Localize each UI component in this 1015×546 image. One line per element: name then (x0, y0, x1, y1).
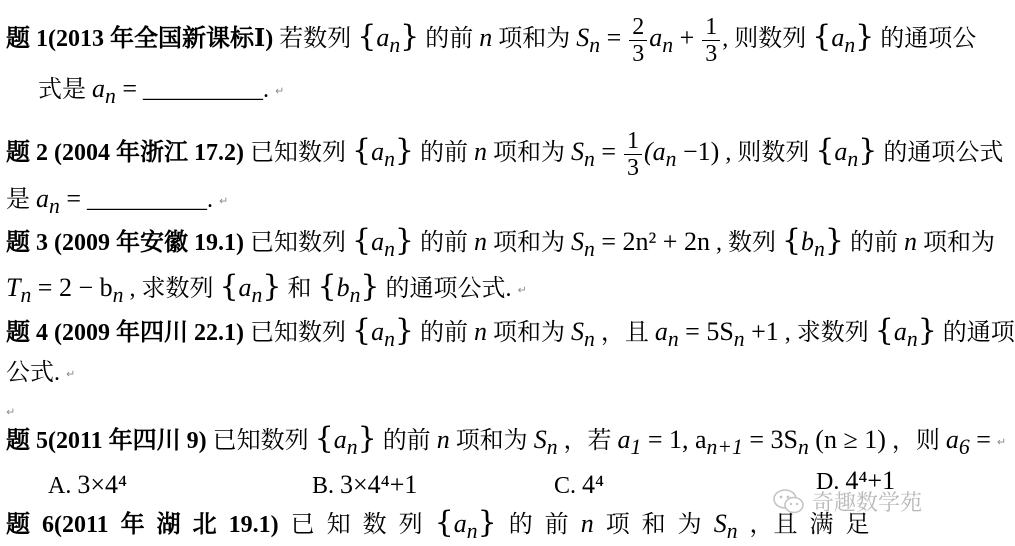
paragraph-mark: ↵ (275, 84, 285, 98)
answer-a-n: $a_n$ = (92, 74, 137, 109)
option-a-expr: 3×4⁴ (77, 470, 128, 499)
problem-1-text-e: 的通项公 (880, 26, 977, 53)
problem-4-text-f: 的通项 (942, 320, 1015, 346)
problem-4-text-d: ，且 (600, 320, 649, 346)
option-a (48, 470, 127, 501)
sequence-a-n: $\{a_n\}$ (314, 421, 377, 460)
problem-1-line-1 (6, 14, 976, 67)
variable-n: n (580, 509, 594, 538)
target-a6: $a_6$ = (945, 425, 991, 460)
option-c-expr: 4⁴ (582, 470, 605, 499)
paragraph-mark: ↵ (6, 405, 16, 419)
problem-4-text-e: , 求数列 (784, 320, 869, 346)
option-b (312, 470, 417, 501)
problem-5-label: 题 5(2011 年四川 9) (6, 428, 207, 454)
sequence-a-n: $\{a_n\}$ (351, 133, 414, 172)
problem-1-label: 题 1(2013 年全国新课标Ⅰ) (6, 26, 274, 53)
wechat-icon (772, 488, 806, 516)
watermark-text: 奇趣数学苑 (812, 491, 923, 516)
problem-1-text-b: 的前 (425, 26, 474, 53)
problem-3-line-2 (6, 269, 527, 310)
answer-a-n: $a_n$ = (36, 184, 81, 219)
term-a-n: $a_n$ + (649, 23, 695, 58)
problem-6-text-d: ，且 满 足 (749, 512, 870, 538)
sequence-a-n: $\{a_n\}$ (357, 19, 420, 58)
paragraph-mark: ↵ (517, 283, 527, 297)
problem-2-line-2 (6, 184, 228, 221)
answer-blank: __________. (87, 187, 213, 213)
problem-5-line-1 (6, 421, 1007, 462)
variable-n: n (436, 425, 450, 454)
problem-2-line-2-text: 是 (6, 187, 30, 213)
sum-s-n: $S_n$ (571, 317, 595, 352)
variable-n: n (474, 227, 487, 256)
recurrence-expression: $a_1 = 1$, $a_{n+1} = 3S_n$ (n ≥ 1) (617, 425, 886, 460)
sequence-a-n: $\{a_n\}$ (351, 223, 414, 262)
fraction-one-third: $\frac{1}{3}$ (624, 128, 642, 181)
problem-2-text-d: , 则数列 (725, 140, 810, 167)
watermark (772, 486, 922, 517)
problem-3-text-f: 项和为 (922, 230, 995, 256)
problem-6-text-a: 已 知 数 列 (290, 512, 423, 538)
sum-s-n: $S_n$ (533, 425, 558, 460)
problem-1-text-c: 项和为 (498, 26, 571, 53)
problem-5-text-e: ，则 (891, 428, 940, 454)
variable-n: n (479, 23, 493, 53)
sum-t-n: $T_n = 2 - b_n$ (6, 273, 124, 308)
sequence-a-n: $\{a_n\}$ (874, 313, 937, 352)
problem-1-text-d: , 则数列 (722, 26, 807, 53)
problem-2-text-c: 项和为 (493, 140, 565, 167)
problem-4-line-1 (6, 313, 1015, 354)
problem-5-text-c: 项和为 (455, 428, 528, 454)
problem-5-text-d: ，若 (563, 428, 612, 454)
paragraph-mark: ↵ (996, 435, 1007, 449)
problem-4-label: 题 4 (2009 年四川 22.1) (6, 320, 244, 346)
problem-6-line-1 (6, 505, 870, 546)
option-d-letter: D. (816, 469, 840, 495)
problem-1-text-a: 若数列 (279, 26, 352, 53)
fraction-two-thirds: $\frac{2}{3}$ (629, 14, 647, 67)
problem-4-line-2 (6, 358, 75, 389)
problem-6-text-b: 的 前 (508, 512, 569, 538)
sum-s-n: $S_n$ = (576, 23, 622, 58)
empty-paragraph (6, 396, 15, 427)
problem-3-label: 题 3 (2009 年安徽 19.1) (6, 230, 244, 256)
sum-s-n: $S_n$ = (571, 137, 616, 172)
problem-5-text-b: 的前 (382, 428, 431, 454)
problem-2-line-1 (6, 128, 1003, 181)
problem-3-text-d: , 数列 (715, 230, 776, 256)
problem-3-line-2-text-a: , 求数列 (129, 276, 214, 302)
problem-3-text-e: 的前 (849, 230, 898, 256)
variable-n: n (474, 137, 487, 167)
paren-expression: $(a_n -1)$ (644, 137, 720, 172)
problem-2-text-a: 已知数列 (249, 140, 346, 167)
problem-2-text-b: 的前 (420, 140, 468, 167)
problem-3-text-b: 的前 (420, 230, 468, 256)
option-c-letter: C. (554, 473, 577, 499)
problem-3-line-1 (6, 223, 995, 264)
problem-6-text-c: 项 和 为 (605, 512, 702, 538)
fraction-one-third: $\frac{1}{3}$ (702, 14, 720, 67)
option-b-expr: 3×4⁴+1 (340, 470, 418, 499)
problem-4-text-c: 项和为 (493, 320, 565, 346)
sequence-a-n: $\{a_n\}$ (219, 269, 282, 308)
option-b-letter: B. (312, 473, 335, 499)
sum-expression: $S_n = 2n^2 + 2n$ (571, 227, 710, 262)
problem-3-line-2-text-b: 的通项公式. (385, 276, 512, 302)
sequence-a-n: $\{a_n\}$ (815, 133, 878, 172)
problem-1-line-2-text: 式是 (38, 77, 86, 103)
sequence-b-n: $\{b_n\}$ (781, 223, 844, 262)
problem-3-text-a: 已知数列 (249, 230, 346, 256)
sum-s-n: $S_n$ (713, 509, 738, 544)
problem-3-line-2-and: 和 (287, 276, 312, 302)
paragraph-mark: ↵ (219, 194, 229, 208)
relation-expression: $a_n = 5S_n +1$ (654, 317, 779, 352)
sequence-b-n: $\{b_n\}$ (317, 269, 380, 308)
answer-blank: __________. (143, 77, 269, 103)
sequence-a-n: $\{a_n\}$ (812, 19, 875, 58)
problem-1-line-2 (38, 74, 284, 111)
variable-n: n (903, 227, 917, 256)
option-c (554, 470, 604, 501)
problem-2-label: 题 2 (2004 年浙江 17.2) (6, 140, 244, 167)
sequence-a-n: $\{a_n\}$ (351, 313, 414, 352)
variable-n: n (474, 317, 487, 346)
option-d-expr: 4⁴+1 (845, 466, 896, 495)
problem-2-text-e: 的通项公式 (883, 140, 1004, 167)
option-a-letter: A. (48, 473, 72, 499)
sequence-a-n: $\{a_n\}$ (434, 505, 497, 544)
problem-4-line-2-text: 公式. (6, 360, 60, 386)
paragraph-mark: ↵ (66, 367, 76, 381)
problem-5-text-a: 已知数列 (212, 428, 309, 454)
problem-4-text-b: 的前 (420, 320, 468, 346)
problem-3-text-c: 项和为 (493, 230, 565, 256)
problem-6-label: 题 6(2011 年 湖 北 19.1) (6, 512, 279, 538)
problem-4-text-a: 已知数列 (249, 320, 346, 346)
